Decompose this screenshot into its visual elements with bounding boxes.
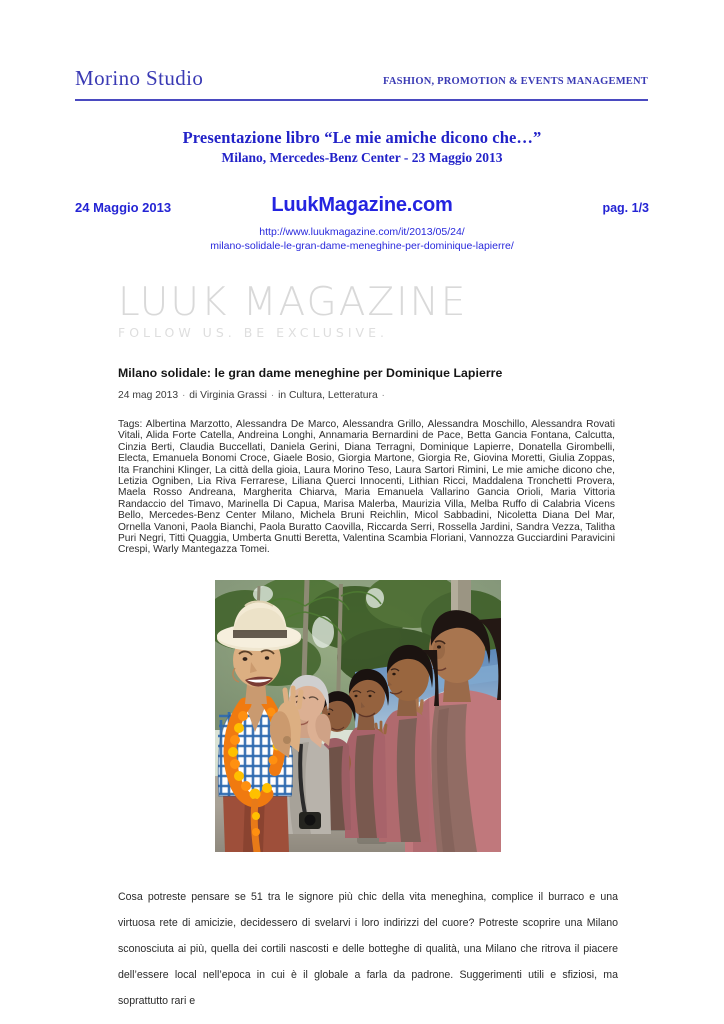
byline-author: di Virginia Grassi xyxy=(189,390,267,401)
logo-strapline: FOLLOW US. BE EXCLUSIVE. xyxy=(118,325,388,340)
letterhead xyxy=(75,66,648,102)
event-title: Presentazione libro “Le mie amiche dicono che…” xyxy=(182,128,542,147)
studio-tagline: FASHION, PROMOTION & EVENTS MANAGEMENT xyxy=(383,76,648,87)
studio-brand-name: Morino Studio xyxy=(75,66,204,90)
article-clipping xyxy=(0,262,724,1024)
luuk-magazine-logo xyxy=(118,280,468,340)
logo-wordmark: LUUK MAGAZINE xyxy=(118,280,468,325)
byline-separator-2: · xyxy=(267,390,278,401)
source-site-name: LuukMagazine.com xyxy=(271,194,453,216)
byline-separator-1: · xyxy=(179,390,189,401)
byline-separator-3: · xyxy=(378,390,385,401)
byline-categories: in Cultura, Letteratura xyxy=(278,390,378,401)
article-body-paragraph: Cosa potreste pensare se 51 tra le signore più chic della vita meneghina, complice il burraco e una virtuosa rete di amicizie, decidessero di svelarvi i loro indirizzi del cuore? Potreste scoprire una Milano sconosciuta ai più, quella dei cortili nascosti e delle botteghe di qualità, una Milano che ritrova il piacere dell’essere local nell’epoca in cui è il globale a farla da padrone. Suggerimenti utili e sfiziosi, ma soprattutto rari e xyxy=(118,891,618,1007)
source-url-line2: milano-solidale-le-gran-dame-meneghine-per-dominique-lapierre/ xyxy=(210,239,514,252)
tags-list: Albertina Marzotto, Alessandra De Marco, Alessandra Grillo, Alessandra Moschillo, Alessandra Rovati Vitali, Alida Forte Catella, Andreina Longhi, Annamaria Bernardini de Pace, Betta Gancia Fontana, Calcutta, Cinzia Berti, Claudia Buccellati, Daniela Gerini, Diana Terragni, Dominique Lapierre, Donatella Girombelli, Electa, Emanuela Bonomi Croce, Giaele Bosio, Giorgia Martone, Giorgia Re, Giovina Moretti, Giulia Zoppas, Ita Franchini Klinger, La città della gioia, Laura Morino Teso, Laura Sartori Rimini, Le mie amiche dicono che, Letizia Ogniben, Lia Riva Ferrarese, Liliana Querci Innocenti, Lithian Ricci, Maddalena Tronchetti Provera, Maela Rosso Andreana, Margherita Chiarva, Maria Emanuela Vallarino Gancia Orioli, Maria Vittoria Randaccio del Timavo, Marinella Di Capua, Marisa Malerba, Maurizia Villa, Melba Ruffo di Calabria Vicens Bello, Mercedes-Benz Center Milano, Michela Bruni Reichlin, Micol Sabbadini, Nicoletta Diana Del Mar, Ornella Vanoni, Paola Bianchi, Paola Buratto Caovilla, Riccarda Serri, Rossella Jardini, Sandra Vezza, Talitha Puri Negri, Titti Quaggia, Umberta Gnutti Beretta, Valentina Scambia Floriani, Vannozza Gucciardini Paravicini Crespi, Warly Mantegazza Tomei. xyxy=(118,419,615,556)
page-number: pag. 1/3 xyxy=(602,201,649,215)
article-photo xyxy=(215,580,501,852)
clipping-date: 24 Maggio 2013 xyxy=(75,200,172,215)
article-tags xyxy=(118,419,615,556)
article-byline xyxy=(118,390,618,401)
source-url xyxy=(0,226,724,253)
article-headline: Milano solidale: le gran dame meneghine per Dominique Lapierre xyxy=(118,366,503,380)
event-subtitle: Milano, Mercedes-Benz Center - 23 Maggio 2013 xyxy=(221,150,503,165)
tags-label: Tags: xyxy=(118,419,143,430)
letterhead-divider xyxy=(75,99,648,101)
source-url-line1: http://www.luukmagazine.com/it/2013/05/24/ xyxy=(259,226,465,238)
byline-date: 24 mag 2013 xyxy=(118,390,179,401)
photo-illustration xyxy=(215,580,501,852)
